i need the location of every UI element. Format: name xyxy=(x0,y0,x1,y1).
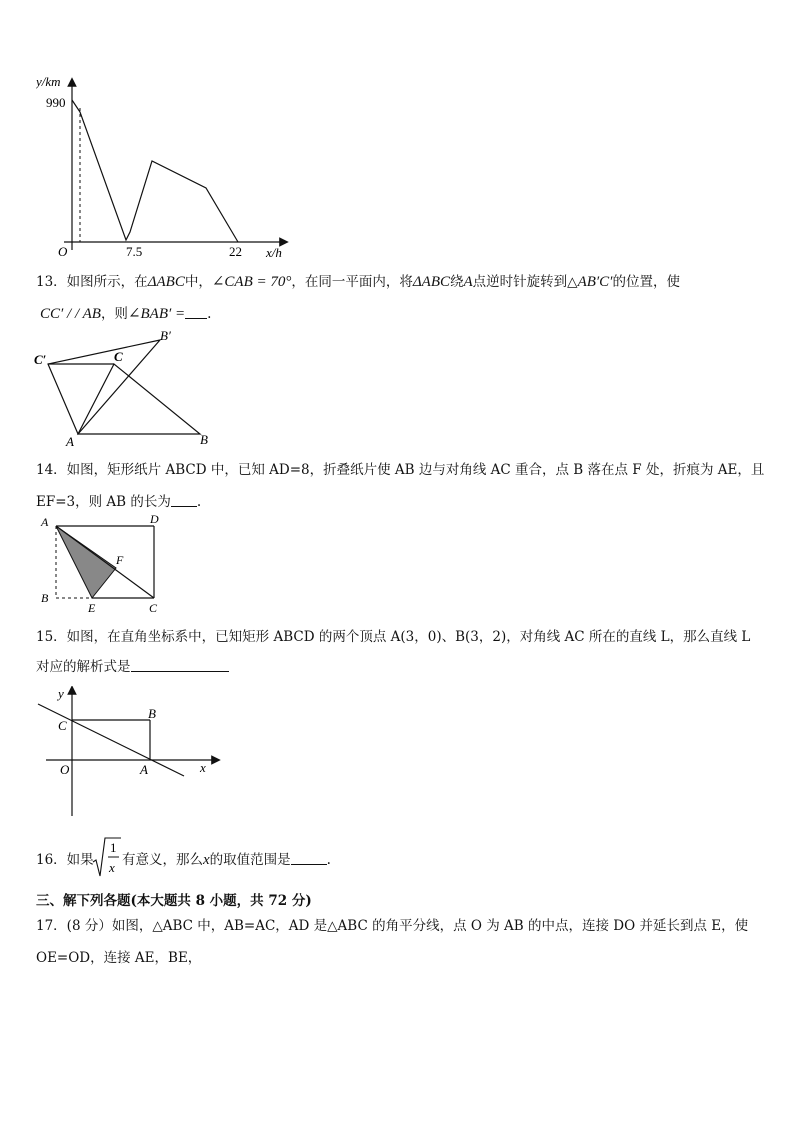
origin-label: O xyxy=(58,244,68,259)
q14-line2: EF=3，则 AB 的长为 . xyxy=(36,494,202,510)
label-b: B xyxy=(200,432,208,447)
x-tick-22: 22 xyxy=(229,244,242,259)
q13-line2: CC′ / / AB，则∠BAB′ = . xyxy=(40,306,212,322)
q17-line1: 17．(8 分）如图，△ABC 中，AB=AC，AD 是△ABC 的角平分线，点 O 为 AB 的中点，连接 DO 并延长到点 E，使 xyxy=(36,918,749,934)
q15-line2: 对应的解析式是 xyxy=(36,655,229,675)
label-c: C xyxy=(114,349,123,364)
distance-time-graph xyxy=(36,70,296,262)
q14-line1: 14．如图，矩形纸片 ABCD 中，已知 AD=8，折叠纸片使 AB 边与对角线 AC 重合，点 B 落在点 F 处，折痕为 AE，且 xyxy=(36,462,765,478)
label-e: E xyxy=(88,601,96,615)
label-c1: C′ xyxy=(34,352,47,367)
label-d: D xyxy=(150,512,159,526)
label-a: A xyxy=(66,434,74,448)
coordinate-figure xyxy=(36,686,226,820)
label-y: y xyxy=(58,686,64,701)
answer-blank[interactable] xyxy=(131,658,229,672)
denominator: x xyxy=(109,860,115,875)
label-a: A xyxy=(41,515,49,529)
label-f: F xyxy=(116,553,124,567)
answer-blank[interactable] xyxy=(291,851,327,865)
label-c: C xyxy=(58,718,67,733)
label-x: x xyxy=(200,760,206,775)
folded-rectangle-figure xyxy=(36,512,166,616)
x-tick-7-5: 7.5 xyxy=(126,244,143,259)
shaded-triangle-aef xyxy=(56,526,116,598)
graph-line xyxy=(72,100,238,242)
label-a: A xyxy=(140,762,148,777)
label-c: C xyxy=(149,601,158,615)
label-b1: B′ xyxy=(160,328,171,343)
y-tick-990: 990 xyxy=(46,95,66,110)
label-b: B xyxy=(41,591,49,605)
y-axis-label: y/km xyxy=(36,74,61,89)
diagonal-ac xyxy=(56,526,154,598)
section-heading: 三、解下列各题(本大题共 8 小题，共 72 分) xyxy=(36,893,312,909)
triangle-abc xyxy=(78,364,200,434)
x-axis-label: x/h xyxy=(266,245,282,260)
answer-blank[interactable] xyxy=(171,493,197,507)
q13-line1: 13．如图所示，在ΔABC中，∠CAB = 70°，在同一平面内，将ΔABC绕A点逆时针旋转到△AB′C′的位置，使 xyxy=(36,274,680,290)
numerator: 1 xyxy=(110,840,117,855)
sqrt-fraction xyxy=(92,836,122,878)
q17-line2: OE=OD，连接 AE，BE， xyxy=(36,950,202,966)
answer-blank[interactable] xyxy=(185,305,207,319)
label-b: B xyxy=(148,706,156,721)
rotation-figure xyxy=(34,326,224,448)
q15-line1: 15．如图，在直角坐标系中，已知矩形 ABCD 的两个顶点 A(3，0)、B(3，2)，对角线 AC 所在的直线 L，那么直线 L xyxy=(36,629,751,645)
label-o: O xyxy=(60,762,70,777)
